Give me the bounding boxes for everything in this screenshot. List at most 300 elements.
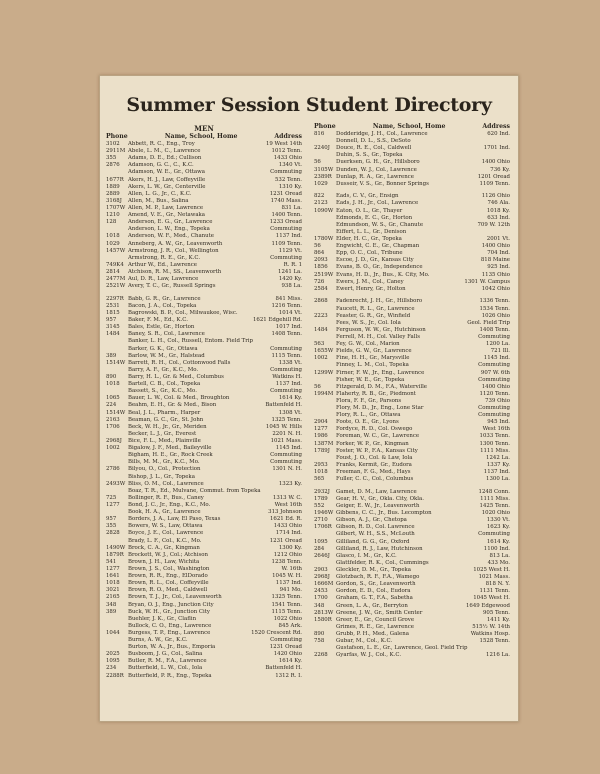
- entry-address: 1045 W. Hills: [265, 423, 302, 430]
- entry-phone: 1018: [106, 381, 120, 388]
- directory-entry: [314, 264, 510, 271]
- entry-phone: 1706: [106, 423, 120, 430]
- directory-entry: [314, 167, 510, 174]
- entry-address: 1300 Ky.: [278, 544, 302, 551]
- entry-name: Burns, A. W., Gr., K.C.: [128, 637, 188, 644]
- entry-address: 1212 Ohio: [273, 551, 302, 558]
- entry-phone: 1210: [106, 212, 120, 219]
- left-entry-list: [106, 141, 302, 680]
- entry-phone: 2584: [314, 285, 328, 292]
- entry-phone: 1095: [314, 538, 328, 545]
- entry-address: 1241 La.: [278, 268, 302, 275]
- directory-entry: [314, 298, 510, 305]
- entry-address: 1621 Edgehill Rd.: [252, 317, 302, 324]
- entry-address: 709 W. 12th: [477, 221, 510, 228]
- entry-name: Brown, J. H., Law, Wichita: [128, 558, 200, 565]
- entry-name: Beal, J. L., Pharm., Harper: [128, 409, 201, 416]
- entry-address: Commuting: [478, 376, 510, 383]
- directory-entry: [314, 546, 510, 553]
- directory-entry: [106, 616, 302, 623]
- entry-phone: 2646J: [314, 552, 330, 559]
- entry-name: Fey, G. W., Col., Marion: [336, 341, 400, 348]
- entry-name: Bollinger, R. F., Bus., Caney: [128, 494, 204, 501]
- entry-name: Bauer, L. W., Col. & Med., Broughton: [128, 395, 230, 402]
- entry-phone: 1277: [106, 501, 120, 508]
- entry-address: 739 Ohio: [485, 397, 510, 404]
- directory-entry: [106, 324, 302, 331]
- directory-entry: [106, 658, 302, 665]
- entry-name: Book, H. A., Gr., Lawrence: [128, 509, 201, 516]
- entry-name: Brown, R. L., Col., Coffeyville: [128, 580, 209, 587]
- entry-phone: 1889: [106, 183, 120, 190]
- entry-address: 1649 Edgewood: [465, 602, 510, 609]
- entry-phone: 1044: [106, 629, 120, 636]
- entry-address: 1020 Ohio: [481, 510, 510, 517]
- entry-address: Geol. Field Trip: [467, 319, 510, 326]
- entry-address: 818 N. Y.: [485, 581, 510, 588]
- entry-phone: 1018: [106, 233, 120, 240]
- directory-entry: [106, 665, 302, 672]
- entry-address: 1126 Ohio: [481, 193, 510, 200]
- directory-entry: [106, 310, 302, 317]
- entry-phone: 1706R: [314, 524, 332, 531]
- directory-entry: [314, 306, 510, 313]
- directory-entry: [106, 184, 302, 191]
- directory-entry: [314, 412, 510, 419]
- entry-name: Ewert, Henry, Gr., Holton: [336, 285, 406, 292]
- entry-name: Fisher, W. E., Gr., Topeka: [336, 376, 405, 383]
- entry-phone: 2389R: [314, 173, 332, 180]
- directory-entry: [106, 233, 302, 240]
- entry-address: West 16th: [482, 426, 510, 433]
- directory-entry: [314, 510, 510, 517]
- directory-entry: [314, 391, 510, 398]
- entry-address: 1018 Ky.: [486, 207, 510, 214]
- directory-entry: [314, 222, 510, 229]
- directory-entry: [314, 152, 510, 159]
- entry-address: 1310 Ky.: [278, 183, 302, 190]
- entry-name: Bartell, C. B., Col., Topeka: [128, 381, 201, 388]
- entry-name: Bowers, W. S., Law, Ottawa: [128, 523, 203, 530]
- directory-entry: [314, 362, 510, 369]
- entry-name: Brown, R. O., Med., Caldwell: [128, 587, 208, 594]
- entry-address: [300, 488, 302, 495]
- directory-entry: [106, 559, 302, 566]
- entry-phone: [314, 645, 336, 652]
- entry-phone: [314, 215, 336, 222]
- directory-entry: [314, 272, 510, 279]
- entry-phone: 1677R: [106, 176, 124, 183]
- entry-address: [300, 474, 302, 481]
- entry-name: Fadenrecht, J. H., Gr., Hillsboro: [336, 298, 423, 305]
- entry-address: 1740 Mass.: [270, 197, 302, 204]
- entry-address: 1300 Tenn.: [479, 440, 510, 447]
- entry-phone: [106, 452, 128, 459]
- directory-entry: [314, 200, 510, 207]
- entry-address: 1248 Conn.: [478, 488, 510, 495]
- directory-entry: [106, 573, 302, 580]
- entry-phone: 2932J: [314, 488, 330, 495]
- entry-address: 818 Maine: [480, 257, 510, 264]
- entry-address: 813 La.: [489, 552, 510, 559]
- page-title: Summer Session Student Directory: [126, 94, 492, 116]
- entry-address: 313 Johnson: [268, 509, 302, 516]
- directory-entry: [106, 410, 302, 417]
- entry-phone: [106, 169, 128, 176]
- entry-phone: 2911M: [106, 148, 126, 155]
- entry-address: 1325 Tenn.: [271, 416, 302, 423]
- entry-name: Bice, F. L., Med., Plainville: [128, 437, 201, 444]
- directory-entry: [106, 673, 302, 680]
- entry-name: Gustafson, L. E., Gr., Lawrence, Geol. Field Trip: [336, 645, 468, 652]
- entry-phone: [314, 362, 336, 369]
- entry-address: 1115 Tenn.: [271, 608, 302, 615]
- right-entry-list: [314, 131, 510, 659]
- entry-phone: 3145: [106, 324, 120, 331]
- entry-address: 1025 West H.: [473, 566, 510, 573]
- entry-name: Butterfield, L. W., Col., Iola: [128, 665, 203, 672]
- directory-entry: [106, 452, 302, 459]
- entry-phone: 957: [106, 317, 117, 324]
- entry-phone: 1002: [106, 445, 120, 452]
- entry-address: 746 Ala.: [487, 200, 510, 207]
- entry-phone: 1387M: [314, 440, 334, 447]
- entry-address: Commuting: [270, 388, 302, 395]
- entry-name: Gordon, S., Gr., Leavenworth: [336, 581, 416, 588]
- entry-name: Faucett, R. L., Gr., Lawrence: [336, 305, 415, 312]
- entry-name: Fitzgerald, D. M., F.A., Waterville: [336, 383, 427, 390]
- entry-name: Busboom, J. G., Col., Salina: [128, 651, 203, 658]
- directory-entry: [106, 367, 302, 374]
- directory-entry: [106, 317, 302, 324]
- directory-entry: [106, 381, 302, 388]
- entry-phone: 128: [106, 219, 117, 226]
- directory-entry: [314, 581, 510, 588]
- entry-phone: 1299W: [314, 369, 334, 376]
- entry-phone: 2521W: [106, 283, 126, 290]
- directory-entry: [106, 283, 302, 290]
- entry-name: Edmundson, W. S., Gr., Chanute: [336, 221, 424, 228]
- entry-name: Duerksen, G. H., Gr., Hillsboro: [336, 159, 420, 166]
- entry-name: Bagrowski, B. P., Col., Milwaukee, Wisc.: [128, 310, 238, 317]
- entry-name: Burgess, T. P., Eng., Lawrence: [128, 629, 211, 636]
- entry-name: Beaman, G. C., Gr., St. John: [128, 416, 204, 423]
- entry-address: 1433 Ohio: [273, 155, 302, 162]
- entry-address: 845 Ark.: [278, 622, 302, 629]
- entry-phone: 2093: [314, 257, 328, 264]
- entry-name: Eiffert, L. L., Gr., Denison: [336, 228, 407, 235]
- entry-phone: [106, 509, 128, 516]
- entry-address: 1534 Tenn.: [479, 305, 510, 312]
- entry-name: Finney, L. M., Col., Topeka: [336, 362, 409, 369]
- entry-phone: 2288R: [106, 672, 124, 679]
- entry-address: 1216 Tenn.: [271, 302, 302, 309]
- entry-address: 1137 Ind.: [275, 381, 302, 388]
- directory-entry: [106, 623, 302, 630]
- entry-name: Baney, S. R., Col., Lawrence: [128, 331, 205, 338]
- entry-phone: 1700: [314, 595, 328, 602]
- entry-phone: 2165: [106, 594, 120, 601]
- entry-address: 1014 Vt.: [278, 310, 302, 317]
- entry-name: Brown, J. S., Col., Washington: [128, 565, 210, 572]
- directory-entry: [106, 637, 302, 644]
- entry-phone: 1514W: [106, 359, 126, 366]
- entry-name: Anderson, E. G., Gr., Lawrence: [128, 219, 213, 226]
- entry-name: Butterfield, P. R., Eng., Topeka: [128, 672, 212, 679]
- entry-name: Edmonds, E. C., Gr., Horton: [336, 214, 413, 221]
- entry-address: 1323 Ky.: [278, 480, 302, 487]
- entry-phone: [314, 306, 336, 313]
- entry-address: 1325 Tenn.: [271, 594, 302, 601]
- entry-address: 1308 Vt.: [278, 409, 302, 416]
- entry-phone: 2519W: [314, 271, 334, 278]
- entry-name: Gilliland, G. G., Gr., Oxford: [336, 538, 410, 545]
- entry-address: 1400 Ohio: [481, 383, 510, 390]
- directory-entry: [106, 353, 302, 360]
- entry-phone: [106, 623, 128, 630]
- directory-entry: [314, 138, 510, 145]
- entry-name: Flaherty, R. B., Gr., Piedmont: [336, 390, 416, 397]
- entry-name: Borders, J. A., Law, El Paso, Texas: [128, 516, 221, 523]
- entry-address: 1109 Tenn.: [479, 180, 510, 187]
- directory-entry: [314, 320, 510, 327]
- entry-address: West 16th: [274, 501, 302, 508]
- directory-entry: [106, 226, 302, 233]
- entry-name: Gyarfas, W. J., Col., K.C.: [336, 652, 402, 659]
- entry-address: 633 Ind.: [487, 214, 510, 221]
- entry-name: Foster, W. P., F.A., Kansas City: [336, 447, 418, 454]
- entry-name: Butler, R. M., F.A., Lawrence: [128, 658, 207, 665]
- directory-entry: [314, 181, 510, 188]
- directory-entry: [106, 155, 302, 162]
- entry-phone: [106, 346, 128, 353]
- directory-entry: [106, 191, 302, 198]
- entry-address: 1541 Tenn.: [271, 601, 302, 608]
- directory-entry: [106, 538, 302, 545]
- entry-address: 841 Miss.: [275, 295, 302, 302]
- entry-name: Gordon, E. D., Col., Eudora: [336, 588, 411, 595]
- entry-address: 1242 La.: [486, 454, 510, 461]
- entry-address: Commuting: [478, 412, 510, 419]
- entry-address: Commuting: [270, 637, 302, 644]
- entry-phone: 1277: [314, 426, 328, 433]
- entry-phone: [314, 152, 336, 159]
- entry-name: Amend, V. E., Gr., Netawaka: [128, 212, 206, 219]
- entry-name: Fields, G. W., Gr., Lawrence: [336, 348, 412, 355]
- entry-phone: [314, 412, 336, 419]
- entry-phone: [106, 616, 128, 623]
- entry-address: Battenfeld H.: [265, 665, 302, 672]
- entry-name: Gamet, D. M., Law, Lawrence: [336, 488, 417, 495]
- directory-entry: [106, 552, 302, 559]
- entry-address: 1200 La.: [486, 341, 510, 348]
- directory-entry: [106, 466, 302, 473]
- entry-phone: 890: [106, 374, 117, 380]
- directory-entry: [314, 348, 510, 355]
- entry-address: 1621 Ed. R.: [269, 516, 302, 523]
- entry-address: 1614 Ky.: [278, 395, 302, 402]
- entry-name: Adamson, W. E., Gr., Ottawa: [128, 169, 205, 176]
- directory-entry: [314, 588, 510, 595]
- entry-phone: 749K4: [106, 261, 124, 268]
- entry-phone: 2025: [106, 651, 120, 658]
- directory-entry: [106, 262, 302, 269]
- directory-entry: [314, 174, 510, 181]
- directory-entry: [106, 630, 302, 637]
- entry-name: Banker, L. H., Col., Russell, Entom. Field Trip: [128, 338, 253, 345]
- entry-name: Bassett, S., Gr., K.C., Mo.: [128, 388, 197, 395]
- directory-entry: [314, 531, 510, 538]
- entry-name: Fees, W. S., Jr., Col. Iola: [336, 319, 401, 326]
- entry-phone: 1484: [314, 326, 328, 333]
- entry-address: 1400 Tenn.: [271, 212, 302, 219]
- entry-address: [508, 152, 510, 159]
- entry-phone: 1789: [314, 495, 328, 502]
- right-column: [314, 123, 510, 659]
- entry-name: Flory, M. D., Jr., Eng., Lone Star: [336, 405, 424, 412]
- entry-name: Atchison, R. M., SS., Leavenworth: [128, 268, 222, 275]
- entry-name: Buck, W. H., Gr., Junction City: [128, 608, 210, 615]
- entry-phone: [314, 138, 336, 145]
- directory-entry: [106, 303, 302, 310]
- entry-phone: 1018: [106, 580, 120, 587]
- entry-address: [508, 229, 510, 236]
- entry-name: Foote, O. E., Gr., Lyons: [336, 419, 399, 426]
- entry-address: [508, 138, 510, 145]
- entry-phone: 1780W: [314, 236, 334, 243]
- directory-entry: [106, 488, 302, 495]
- entry-phone: 2813W: [314, 609, 334, 616]
- directory-entry: [314, 286, 510, 293]
- entry-phone: 2268: [314, 652, 328, 659]
- entry-address: 1145 Ind.: [483, 355, 510, 362]
- entry-address: 941 Mo.: [279, 587, 302, 594]
- entry-address: Commuting: [270, 459, 302, 466]
- entry-name: Gleckler, D. M., Gr., Topeka: [336, 566, 412, 573]
- entry-phone: 1514W: [106, 409, 126, 416]
- entry-address: 1433 Ohio: [273, 523, 302, 530]
- entry-name: Duhin, S. S., Gr., Topeka: [336, 152, 403, 159]
- entry-name: Firner, F. W., Jr., Eng., Lawrence: [336, 369, 425, 376]
- entry-address: 1201 Oread: [477, 173, 510, 180]
- entry-phone: 355: [106, 155, 117, 162]
- directory-entry: [106, 474, 302, 481]
- entry-name: Armstrong, R. E., Gr., K.C.: [128, 254, 201, 261]
- directory-entry: [314, 489, 510, 496]
- entry-address: 1131 Tenn.: [479, 588, 510, 595]
- entry-address: 1313 W. C.: [272, 494, 302, 501]
- entry-name: Anderson, W. F., Med., Chanute: [128, 233, 214, 240]
- entry-address: 2201 N. H.: [272, 430, 302, 437]
- entry-phone: 1994M: [314, 390, 334, 397]
- directory-entry: [314, 539, 510, 546]
- entry-phone: 2453: [314, 588, 328, 595]
- entry-name: Fordyce, R. D., Col. Oswego: [336, 426, 413, 433]
- entry-name: Boyce, J. E., Col., Lawrence: [128, 530, 204, 537]
- directory-entry: [106, 338, 302, 345]
- directory-entry: [106, 602, 302, 609]
- entry-phone: 2123: [314, 200, 328, 207]
- entry-address: 1338 Vt.: [278, 359, 302, 366]
- directory-entry: [106, 566, 302, 573]
- entry-address: 19 West 14th: [265, 141, 302, 147]
- entry-name: Aul, D. R., Law, Lawrence: [128, 276, 199, 283]
- entry-address: R. R. 1: [283, 261, 302, 268]
- directory-entry: [106, 141, 302, 148]
- entry-address: 1701 Ind.: [483, 145, 510, 152]
- entry-name: Donnell, D. L., S.S., DeSoto: [336, 138, 411, 145]
- entry-phone: 1484: [106, 331, 120, 338]
- directory-entry: [314, 476, 510, 483]
- directory-entry: [106, 580, 302, 587]
- entry-address: 1231 Oread: [269, 537, 302, 544]
- entry-name: Flora, F. F., Gr., Parsons: [336, 397, 402, 404]
- entry-phone: 1879R: [106, 551, 124, 558]
- entry-name: Brady, L. F., Col., K.C., Mo.: [128, 537, 202, 544]
- entry-phone: 1277: [106, 565, 120, 572]
- entry-phone: 890: [314, 630, 325, 637]
- entry-address: Watkins H.: [272, 374, 302, 380]
- entry-address: Commuting: [478, 362, 510, 369]
- entry-address: 1045 West H.: [473, 595, 510, 602]
- entry-phone: [314, 334, 336, 341]
- entry-address: Commuting: [478, 531, 510, 538]
- entry-address: 1021 Mass.: [478, 574, 510, 581]
- entry-name: Green, L. A., Gr., Berryton: [336, 602, 408, 609]
- directory-entry: [314, 631, 510, 638]
- entry-phone: 284: [314, 545, 325, 552]
- entry-phone: [314, 229, 336, 236]
- entry-phone: 816: [314, 131, 325, 137]
- entry-address: 945 Ind.: [487, 419, 510, 426]
- directory-entry: [106, 459, 302, 466]
- entry-name: Flory, R. L., Gr., Ottawa: [336, 412, 401, 419]
- entry-phone: 1090W: [314, 207, 334, 214]
- entry-address: 1520 Crescent Rd.: [251, 629, 302, 636]
- entry-address: 1100 Ind.: [483, 545, 510, 552]
- entry-address: Commuting: [270, 169, 302, 176]
- directory-entry: [106, 502, 302, 509]
- entry-phone: [106, 226, 128, 233]
- directory-entry: [314, 145, 510, 152]
- entry-address: 1137 Ind.: [275, 580, 302, 587]
- entry-phone: [314, 320, 336, 327]
- entry-phone: 3105W: [314, 166, 334, 173]
- directory-entry: [314, 610, 510, 617]
- entry-address: 704 Ind.: [487, 250, 510, 257]
- entry-phone: 2477M: [106, 276, 126, 283]
- entry-name: Eads, C. V., Gr., Ensign: [336, 193, 399, 200]
- entry-address: 1330 Vt.: [486, 517, 510, 524]
- directory-entry: [106, 417, 302, 424]
- directory-entry: [314, 243, 510, 250]
- directory-entry: [106, 276, 302, 283]
- directory-entry: [314, 327, 510, 334]
- directory-entry: [314, 517, 510, 524]
- entry-phone: 957: [106, 516, 117, 523]
- entry-phone: 2710: [314, 517, 328, 524]
- entry-name: Fuller, C. C., Col., Columbus: [336, 476, 414, 483]
- directory-entry: [106, 269, 302, 276]
- entry-phone: [314, 377, 336, 384]
- entry-name: Evans, H. D., Jr., Bus., K. City, Mo.: [336, 271, 430, 278]
- entry-address: 1528 Tenn.: [479, 638, 510, 645]
- entry-phone: 56: [314, 159, 321, 166]
- entry-name: Brockett, W. J., Col.; Atchison: [128, 551, 208, 558]
- directory-entry: [314, 426, 510, 433]
- directory-entry: [314, 377, 510, 384]
- entry-name: Boaz, T. R., Ed., Mulvane, Commut. from Topeka: [128, 487, 261, 494]
